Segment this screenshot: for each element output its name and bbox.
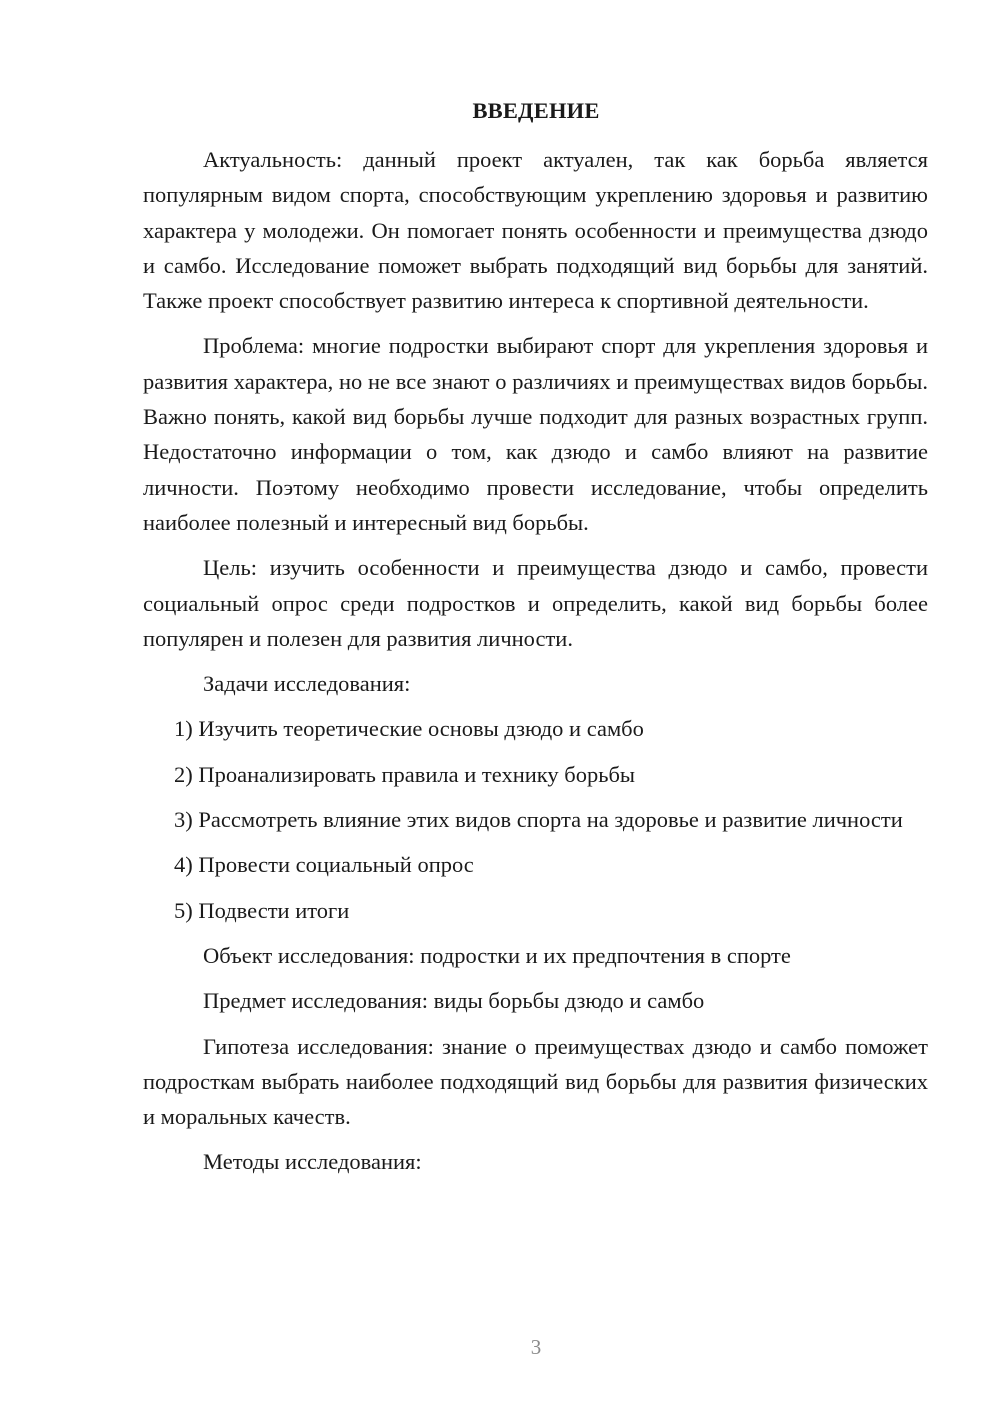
list-item: 4) Провести социальный опрос [174,852,474,878]
tasks-list [143,711,928,927]
goal-paragraph: Цель: изучить особенности и преимущества дзюдо и самбо, провести социальный опрос среди подростков и определить, какой вид борьбы более популярен и полезен для развития личности. [143,555,928,651]
list-item: 3) Рассмотреть влияние этих видов спорта на здоровье и развитие личности [174,807,903,833]
relevance-paragraph: Актуальность: данный проект актуален, так как борьба является популярным видом спорта, способствующим укреплению здоровья и развитию характера у молодежи. Он помогает понять особенности и преимущества дзюдо и самбо. Исследование поможет выбрать подходящий вид борьбы для занятий. Также проект способствует развитию интереса к спортивной деятельности. [143,147,928,314]
list-item: 1) Изучить теоретические основы дзюдо и самбо [174,716,644,742]
list-item: 5) Подвести итоги [174,897,350,923]
problem-paragraph: Проблема: многие подростки выбирают спорт для укрепления здоровья и развития характера, но не все знают о различиях и преимуществах видов борьбы. Важно понять, какой вид борьбы лучше подходит для разных возрастных групп. Недостаточно информации о том, как дзюдо и самбо влияют на развитие личности. Поэтому необходимо провести исследование, чтобы определить наиболее полезный и интересный вид борьбы. [143,333,928,535]
tasks-heading: Задачи исследования: [203,671,411,697]
page-number: 3 [530,1335,542,1359]
research-subject: Предмет исследования: виды борьбы дзюдо и самбо [203,988,705,1014]
methods-heading: Методы исследования: [203,1149,422,1175]
page-title: ВВЕДЕНИЕ [472,98,600,123]
research-object: Объект исследования: подростки и их предпочтения в спорте [203,942,791,968]
list-item: 2) Проанализировать правила и технику борьбы [174,761,636,787]
hypothesis-paragraph: Гипотеза исследования: знание о преимуществах дзюдо и самбо поможет подросткам выбрать наиболее подходящий вид борьбы для развития физических и моральных качеств. [143,1033,928,1130]
document-body [143,142,928,1190]
